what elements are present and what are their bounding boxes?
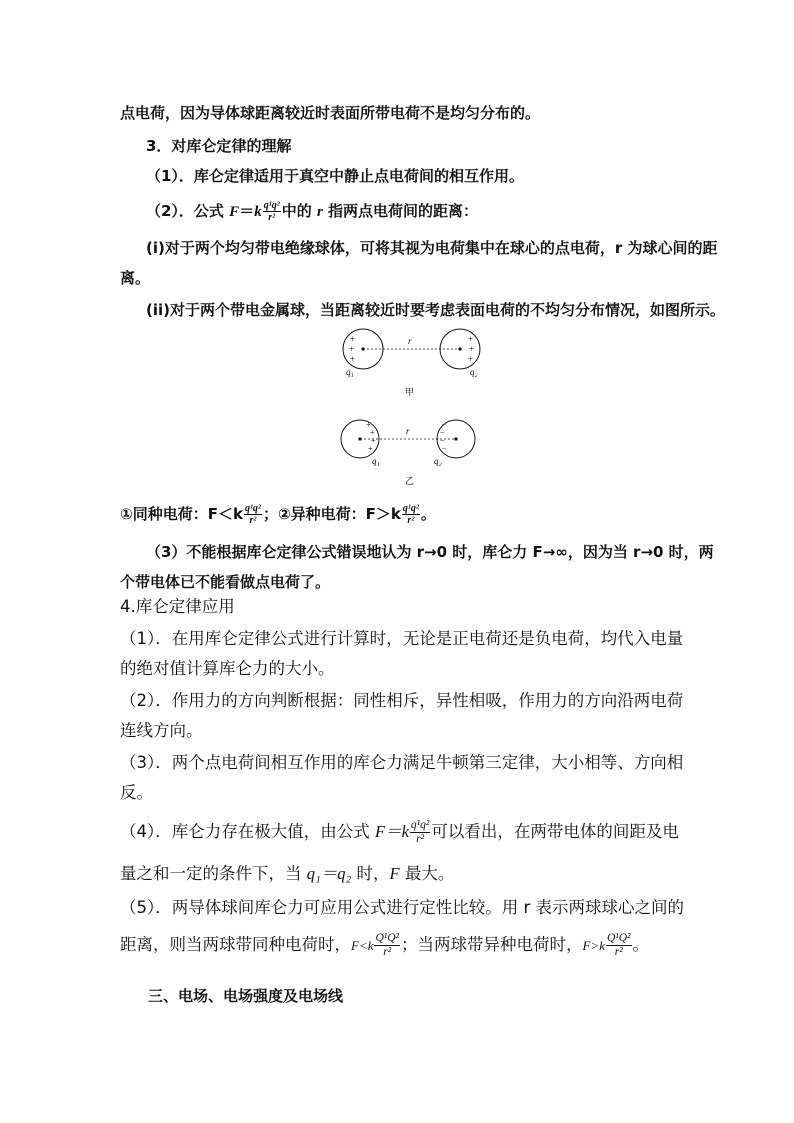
p4-line1 <box>120 819 679 846</box>
p5-end: 。 <box>632 935 649 954</box>
formula-F: F <box>229 204 240 220</box>
label-r: r <box>406 426 410 436</box>
p5-lt: F<k <box>351 938 374 953</box>
label-r: r <box>408 336 412 346</box>
fraction-denominator: r² <box>416 833 425 845</box>
formula-fraction <box>263 200 281 223</box>
same-charge-fraction <box>244 503 262 526</box>
plus-sign: + <box>370 428 375 437</box>
plus-sign: + <box>468 354 474 364</box>
p4-F: F <box>389 864 400 883</box>
fraction-numerator: Q¹Q² <box>606 932 631 944</box>
item-ii: (ii)对于两个带电金属球，当距离较近时要考虑表面电荷的不均匀分布情况，如图所示。 <box>146 301 725 319</box>
plus-sign: + <box>468 334 474 344</box>
fraction-denominator: r² <box>383 946 392 958</box>
figure-yi <box>330 412 490 492</box>
p3-line2: 反。 <box>120 783 153 802</box>
p2-line1: （2）．作用力的方向判断根据：同性相斥，异性相吸，作用力的方向沿两电荷 <box>120 691 684 710</box>
item-3-3-line2: 个带电体已不能看做点电荷了。 <box>120 573 331 591</box>
minus-sign: − <box>442 420 447 429</box>
opposite-charge-text: ；②异种电荷：F＞k <box>262 505 401 523</box>
p5-fraction-opposite <box>606 932 632 959</box>
opposite-charge-fraction <box>402 503 420 526</box>
plus-sign: + <box>469 344 475 354</box>
p5-line2 <box>120 932 649 959</box>
section-4-heading: 4.库仑定律应用 <box>120 597 235 616</box>
same-charge-text: ①同种电荷：F＜k <box>120 505 243 523</box>
charge-comparison <box>120 503 436 526</box>
plus-sign: + <box>350 354 356 364</box>
plus-sign: + <box>349 344 355 354</box>
p4-prefix: （4）．库仑力存在极大值，由公式 <box>120 822 375 841</box>
label-q1: q₁ <box>346 367 354 377</box>
p4-line2-suffix: 最大。 <box>399 864 455 883</box>
p1-line2: 的绝对值计算库仑力的大小。 <box>120 659 335 678</box>
p4-formula: F＝k <box>375 822 409 841</box>
item-3-2 <box>146 200 478 223</box>
p5-line1: （5）．两导体球间库仑力可应用公式进行定性比较。用 r 表示两球球心之间的 <box>120 898 685 917</box>
p3-line1: （3）．两个点电荷间相互作用的库仑力满足牛顿第三定律，大小相等、方向相 <box>120 753 684 772</box>
continuation-line: 点电荷，因为导体球距离较近时表面所带电荷不是均匀分布的。 <box>120 104 541 122</box>
minus-sign: − <box>442 444 447 453</box>
item-3-2-prefix: （2）．公式 <box>146 202 230 220</box>
plus-sign: + <box>371 436 376 445</box>
p4-fraction <box>410 819 430 846</box>
fraction-denominator: r² <box>407 515 415 526</box>
p5-gt: F>k <box>582 938 605 953</box>
p4-line2-prefix: 量之和一定的条件下，当 <box>120 864 307 883</box>
plus-sign: + <box>368 444 373 453</box>
fraction-denominator: r² <box>614 946 623 958</box>
p5-line2-mid: ；当两球带异种电荷时， <box>401 935 583 954</box>
p4-line2 <box>120 862 454 886</box>
p4-suffix: 可以看出，在两带电体的间距及电 <box>431 822 679 841</box>
fraction-numerator: Q¹Q² <box>375 932 399 944</box>
item-3-2-mid: 中的 <box>281 202 317 220</box>
p5-line2-prefix: 距离，则当两球带同种电荷时， <box>120 935 351 954</box>
plus-sign: + <box>366 420 371 429</box>
formula-k: k <box>254 204 262 220</box>
figure-label-yi: 乙 <box>405 476 415 486</box>
next-section-heading: 三、电场、电场强度及电场线 <box>148 987 344 1005</box>
item-i-line2: 离。 <box>120 269 151 287</box>
item-i-line1: (i)对于两个均匀带电绝缘球体，可将其视为电荷集中在球心的点电荷，r 为球心间的距 <box>146 239 718 257</box>
fraction-numerator: q¹q² <box>410 819 430 831</box>
minus-sign: − <box>440 428 445 437</box>
label-q1: q₁ <box>372 456 380 466</box>
fraction-denominator: r² <box>268 212 276 223</box>
p5-fraction-same <box>374 932 400 959</box>
minus-sign: − <box>440 436 445 445</box>
fraction-numerator: q¹q² <box>244 503 261 514</box>
figure-jia <box>330 322 490 402</box>
fraction-numerator: q¹q² <box>402 503 419 514</box>
period: 。 <box>420 505 436 523</box>
p4-line2-mid: 时， <box>351 864 390 883</box>
label-q2: q₂ <box>434 456 442 466</box>
fraction-denominator: r² <box>249 515 257 526</box>
section-3-heading: 3．对库仑定律的理解 <box>146 137 292 155</box>
item-3-2-suffix: 指两点电荷间的距离： <box>322 202 479 220</box>
plus-sign: + <box>350 334 356 344</box>
formula-r: r <box>316 204 323 220</box>
item-3-1: （1）．库仑定律适用于真空中静止点电荷间的相互作用。 <box>146 167 524 185</box>
figure-label-jia: 甲 <box>405 387 415 397</box>
item-3-3-line1: （3）不能根据库仑定律公式错误地认为 r→0 时，库仑力 F→∞，因为当 r→0 时，两 <box>146 543 714 561</box>
formula-equals: ＝ <box>239 202 255 220</box>
label-q2: q₂ <box>470 367 478 377</box>
p4-condition: q₁＝q₂ <box>306 864 352 883</box>
fraction-numerator: q¹q² <box>263 200 280 211</box>
p1-line1: （1）．在用库仑定律公式进行计算时，无论是正电荷还是负电荷，均代入电量 <box>120 629 684 648</box>
p2-line2: 连线方向。 <box>120 721 203 740</box>
